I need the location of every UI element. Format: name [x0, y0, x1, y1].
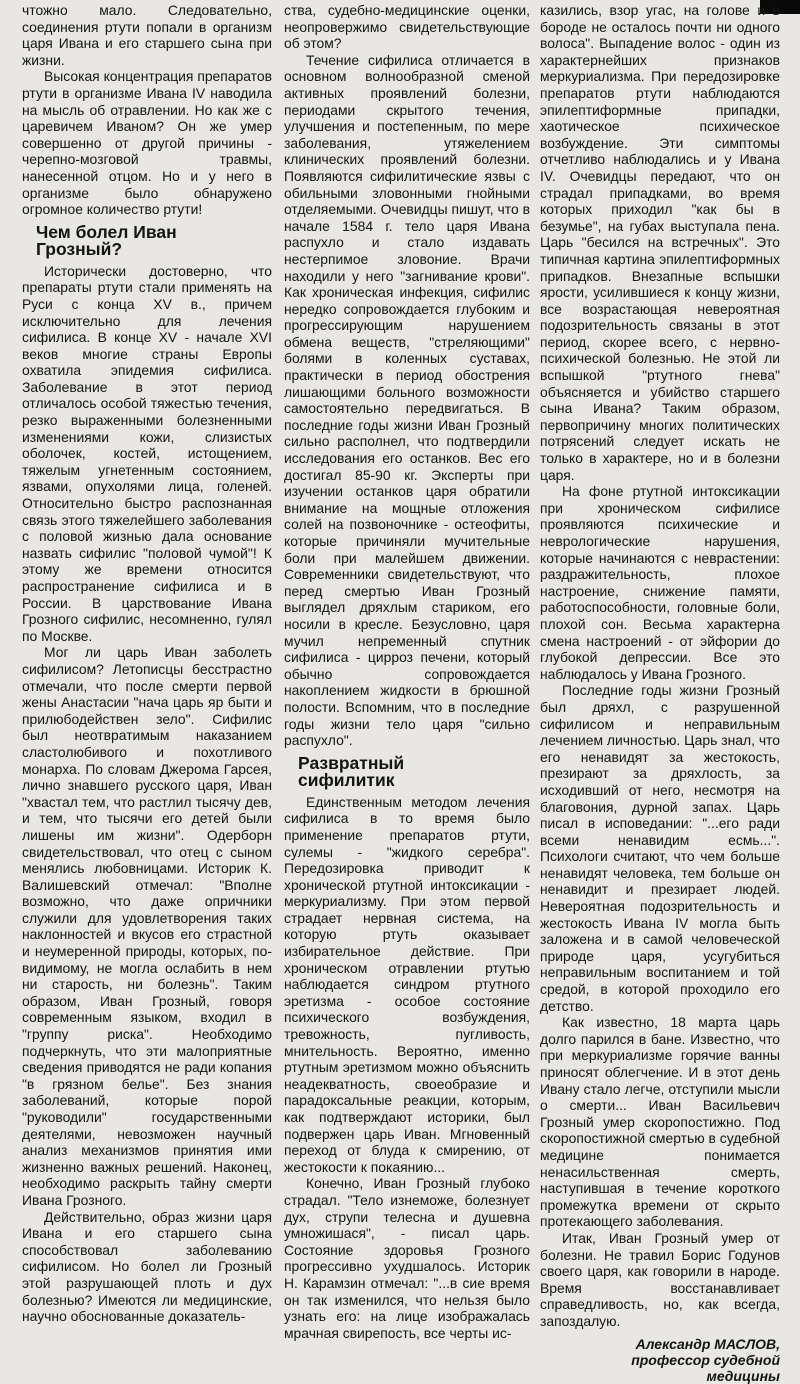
- paragraph: Как известно, 18 марта царь долго парился в бане. Известно, что при меркуриализме горячие ванны приносят облегчение. И в этот день Ивану стало легче, отступили мысли о смерти... Иван Васильевич Грозный умер скоропостижно. Под скоропостижной смертью в судебной медицине понимается ненасильственная смерть, наступившая в течение короткого промежутка времени от скрыто протекающего заболевания.: [540, 1014, 780, 1230]
- section-heading: [36, 221, 272, 259]
- section-heading: [298, 752, 530, 790]
- paragraph: Течение сифилиса отличается в основном волнообразной сменой активных проявлений болезни, периодами скрытого течения, улучшения и постепенным, по мере заболевания, утяжелением клинических проявлений болезни. Появляются сифилитические язвы с обильными зловонными гнойными отделяемыми. Очевидцы пишут, что в начале 1584 г. тело царя Ивана распухло и стало издавать нестерпимое зловоние. Врачи находили у него "загнивание крови". Как хроническая инфекция, сифилис нередко сопровождается глубоким и прогрессирующим нарушением обмена веществ, "стреляющими" болями в коленных суставах, практически в период обострения лишающими больного возможности самостоятельно передвигаться. В последние годы жизни Иван Грозный сильно располнел, что подтвердили исследования его останков. Вес его достигал 85-90 кг. Эксперты при изучении останков царя обратили внимание на мощные отложения солей на позвоночнике - остеофиты, которые причиняли мучительные боли при малейшем движении. Современники свидетельствуют, что перед смертью Иван Грозный выглядел дряхлым стариком, его носили в кресле. Безусловно, царя мучил непременный спутник сифилиса - цирроз печени, который обычно сопровождается накоплением жидкости в брюшной полости. Вспомним, что в последние годы жизни тело царя "сильно распухло".: [284, 51, 530, 749]
- author-name: Александр МАСЛОВ,: [635, 1335, 780, 1352]
- paragraph: Итак, Иван Грозный умер от болезни. Не травил Борис Годунов своего царя, как говорили в народе. Время восстанавливает справедливость, но, как всегда, запоздалую.: [540, 1229, 780, 1329]
- paragraph: Мог ли царь Иван заболеть сифилисом? Летописцы бесстрастно отмечали, что после смерти первой жены Анастасии "нача царь яр быти и прилюбодействен зело". Сифилис был неотвратимым наказанием сластолюбивого и похотливого монарха. По словам Джерома Гарсея, лично знавшего русского царя, Иван "хвастал тем, что растлил тысячу дев, и тем, что тысячи его детей были лишены им жизни". Одерборн свидетельствовал, что отец с сыном менялись любовницами. Историк К. Валишевский отмечал: "Вполне возможно, что даже опричники служили для удовлетворения таких наклонностей и вкусов его страстной и неумеренной природы, которых, по-видимому, не могла ослабить в нем ни старость, ни болезнь". Таким образом, Иван Грозный, говоря современным языком, входил в "группу риска". Необходимо подчеркнуть, что эти малоприятные сведения приводятся не ради копания "в грязном белье". Без знания заболеваний, которые порой "руководили" государственными деятелями, невозможен научный анализ механизмов принятия ими жизненно важных решений. Наконец, необходимо раскрыть тайну смерти Ивана Грозного.: [22, 644, 272, 1208]
- paragraph: Последние годы жизни Грозный был дряхл, с разрушенной сифилисом и неправильным лечением личностью. Царь знал, что его ненавидят за жестокость, презирают за дряхлость, за исходивший от него, несмотря на благовония, дурной запах. Царь писал в исповедании: "...его ради всеми ненавидим есмь...". Психологи считают, что чем больше ненавидят человека, тем больше он ненавидит и презирает людей. Невероятная подозрительность и жестокость Ивана IV могла быть заложена и в самой человеческой природе царя, усугубиться неправильным воспитанием и той средой, в которой проходило его детство.: [540, 682, 780, 1014]
- article-column-2: [284, 2, 530, 1341]
- paragraph: Единственным методом лечения сифилиса в то время было применение препаратов ртути, сулемы - "жидкого серебра". Передозировка приводит к хронической ртутной интоксикации - меркуриализму. При этом первой страдает нервная система, на которую ртуть оказывает избирательное действие. При хроническом отравлении ртутью наблюдается синдром ртутного эретизма - особое состояние психического возбуждения, тревожность, пугливость, мнительность. Вероятно, именно ртутным эретизмом можно объяснить неадекватность, своеобразие и парадоксальные реакции, которым, как подтверждают историки, был подвержен царь Иван. Мгновенный переход от блуда к смирению, от жестокости к покаянию...: [284, 793, 530, 1175]
- author-title: медицины: [706, 1367, 780, 1384]
- section-heading-line: Чем болел Иван: [36, 221, 177, 242]
- section-heading-line: сифилитик: [298, 769, 395, 790]
- author-title: профессор судебной: [631, 1351, 780, 1368]
- paragraph: казились, взор угас, на голове и в бороде не осталось почти ни одного волоса". Выпадение волос - один из характернейших признаков меркуриализма. При передозировке препаратов ртути наблюдаются эпилептиформные припадки, хаотическое психическое возбуждение. Эти симптомы отчетливо наблюдались и у Ивана IV. Очевидцы передают, что он страдал припадками, во время которых приходил "как бы в безумье", на губах выступала пена. Царь "бесился на встречных". Это типичная картина эпилептиформных припадков. Внезапные вспышки ярости, усилившиеся к концу жизни, все возрастающая невероятная подозрительность связаны в этот период, скорее всего, с нервно-психической болезнью. Не этой ли вспышкой "ртутного гнева" объясняется и убийство старшего сына Ивана? Таким образом, первопричину многих политических потрясений следует искать не только в характере, но и в болезни царя.: [540, 2, 780, 483]
- paragraph: Исторически достоверно, что препараты ртути стали применять на Руси с конца XV в., причем исключительно для лечения сифилиса. В конце XV - начале XVI веков многие страны Европы охватила эпидемия сифилиса. Заболевание в этот период отличалось особой тяжестью течения, резко выраженными болезненными изменениями кожи, слизистых оболочек, костей, истощением, тяжелым угнетенным состоянием, язвами, опухолями лица, голеней. Относительно быстро распознанная связь этого тяжелейшего заболевания с половой жизнью дала основание назвать сифилис "половой чумой"! К этому же времени относится распространение сифилиса и в России. В царствование Ивана Грозного сифилис, несомненно, гулял по Москве.: [22, 262, 272, 644]
- article-column-1: [22, 2, 272, 1331]
- section-heading-line: Грозный?: [36, 238, 123, 259]
- paragraph: ства, судебно-медицинские оценки, неопровержимо свидетельствующие об этом?: [284, 2, 530, 52]
- paragraph: чтожно мало. Следовательно, соединения ртути попали в организм царя Ивана и его старшего сына при жизни.: [22, 2, 272, 68]
- paragraph: Действительно, образ жизни царя Ивана и его старшего сына способствовал заболеванию сифилисом. Но болел ли Грозный этой разрушающей плоть и дух болезнью? Имеются ли медицинские, научно обоснованные доказатель-: [22, 1208, 272, 1325]
- paragraph: Высокая концентрация препаратов ртути в организме Ивана IV наводила на мысль об отравлении. Но как же с царевичем Иваном? Он же умер совершенно от другой причины - черепно-мозговой травмы, нанесенной отцом. Но и у него в организме было обнаружено огромное количество ртути!: [22, 68, 272, 218]
- author-signature: [540, 1336, 780, 1384]
- paragraph: На фоне ртутной интоксикации при хроническом сифилисе проявляются психические и неврологические нарушения, которые начинаются с неврастении: раздражительность, плохое настроение, снижение памяти, работоспособности, головные боли, плохой сон. Весьма характерна смена настроений - от эйфории до глубокой депрессии. Все это наблюдалось у Ивана Грозного.: [540, 483, 780, 682]
- section-heading-line: Развратный: [298, 752, 405, 773]
- paragraph: Конечно, Иван Грозный глубоко страдал. "Тело изнеможе, болезнует дух, струпи телесна и душевна умножишася", - писал царь. Состояние здоровья Грозного прогрессивно ухудшалось. Историк Н. Карамзин отмечал: "...в сие время он так изменился, что нельзя было узнать его: на лице изображалась мрачная свирепость, все черты ис-: [284, 1175, 530, 1341]
- article-column-3: [540, 2, 780, 1384]
